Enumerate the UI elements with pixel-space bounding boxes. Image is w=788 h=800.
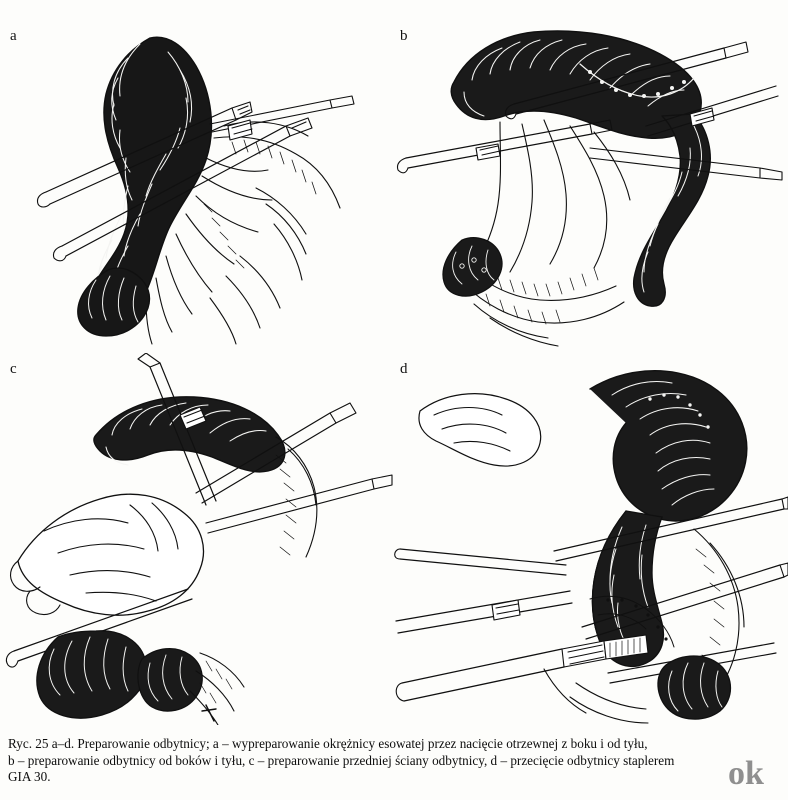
panel-label-a: a bbox=[10, 28, 17, 44]
figure-panel-d bbox=[394, 353, 788, 725]
panel-label-c: c bbox=[10, 361, 17, 377]
figure-panel-c bbox=[0, 353, 394, 725]
figure-panel-b bbox=[394, 8, 788, 353]
panel-d-artwork bbox=[394, 353, 788, 725]
caption-line-1: Ryc. 25 a–d. Preparowanie odbytnicy; a – wypreparowanie okrężnicy esowatej przez nacięcie otrzewnej z boku i od tyłu, bbox=[8, 736, 648, 751]
panel-b-artwork bbox=[394, 8, 788, 353]
panel-label-b: b bbox=[400, 28, 408, 44]
figure-panel-a bbox=[0, 8, 394, 353]
caption-line-3: GIA 30. bbox=[8, 769, 51, 784]
panel-a-artwork bbox=[0, 8, 394, 353]
svg-text:ok: ok bbox=[728, 755, 764, 792]
watermark-logo bbox=[726, 750, 778, 794]
figure-caption bbox=[8, 736, 778, 786]
caption-line-2: b – preparowanie odbytnicy od boków i tyłu, c – preparowanie przedniej ściany odbytnicy, d – przecięcie odbytnicy staplerem bbox=[8, 752, 675, 768]
panel-c-artwork bbox=[0, 353, 394, 725]
panel-label-d: d bbox=[400, 361, 408, 377]
